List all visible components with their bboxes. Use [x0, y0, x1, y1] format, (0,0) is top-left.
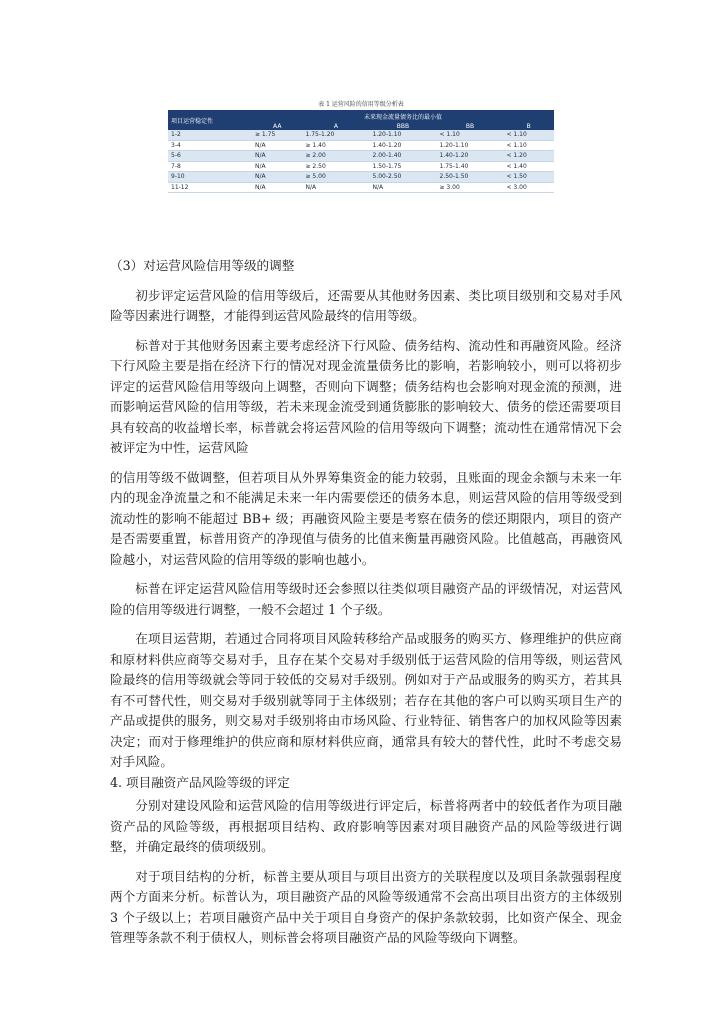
table-cell: 2.50-1.50 [436, 172, 503, 183]
table-cell: 1.40-1.20 [436, 151, 503, 162]
table-cell: N/A [252, 161, 302, 172]
table-cell: < 1.50 [503, 172, 554, 183]
table-row [168, 151, 554, 162]
column-header: B [503, 122, 554, 130]
table-cell: 2.00-1.40 [369, 151, 436, 162]
paragraph: 的信用等级不做调整，但若项目从外界筹集资金的能力较弱，且账面的现金余额与未来一年内的现金净流量之和不能满足未来一年内需要偿还的债务本息，则运营风险的信用等级受到流动性的影响不能超过 BB+ 级；再融资风险主要是考察在债务的偿还期限内，项目的资产是否需要重置，标普用资产的净现值与债务的比值来衡量再融资风险。比值越高，再融资风险越小，对运营风险的信用等级的影响也越小。 [110, 469, 622, 567]
table-cell: 1.75-1.20 [302, 130, 369, 140]
table-cell: 1.20-1.10 [436, 140, 503, 151]
table-cell: 7-8 [168, 161, 252, 172]
section-4-heading: 4. 项目融资产品风险等级的评定 [110, 774, 290, 790]
table-cell: N/A [369, 182, 436, 193]
table-cell: < 1.10 [503, 130, 554, 140]
table-title: 表 1 运营风险的信用等级分析表 [318, 101, 404, 108]
paragraph: 标普在评定运营风险信用等级时还会参照以往类似项目融资产品的评级情况，对运营风险的信用等级进行调整，一般不会超过 1 个子级。 [110, 581, 622, 617]
table-row [168, 182, 554, 193]
table-cell: 9-10 [168, 172, 252, 183]
paragraph: 初步评定运营风险的信用等级后，还需要从其他财务因素、类比项目级别和交易对手风险等因素进行调整，才能得到运营风险最终的信用等级。 [110, 287, 622, 323]
rating-table [168, 110, 554, 193]
column-header: AA [252, 122, 302, 130]
table-cell: ≥ 2.00 [302, 151, 369, 162]
paragraph: 对于项目结构的分析，标普主要从项目与项目出资方的关联程度以及项目条款强弱程度两个方面来分析。标普认为，项目融资产品的风险等级通常不会高出项目出资方的主体级别 3 个子级以上；若项目融资产品中关于项目自身资产的保护条款较弱，比如资产保全、现金管理等条款不利于债权人，则标普会将项目融资产品的风险等级向下调整。 [110, 868, 622, 945]
column-header: BBB [369, 122, 436, 130]
table-cell: N/A [252, 151, 302, 162]
row-header: 项目运营稳定性 [168, 110, 252, 130]
table-row [168, 140, 554, 151]
table-cell: ≥ 3.00 [436, 182, 503, 193]
table-row [168, 161, 554, 172]
table-cell: < 3.00 [503, 182, 554, 193]
document-body [110, 256, 622, 949]
table-cell: 5-6 [168, 151, 252, 162]
table-cell: N/A [252, 140, 302, 151]
table-cell: 3-4 [168, 140, 252, 151]
table-cell: N/A [302, 182, 369, 193]
table-cell: ≥ 5.00 [302, 172, 369, 183]
table-cell: 1-2 [168, 130, 252, 140]
section-3-heading: （3）对运营风险信用等级的调整 [110, 258, 295, 273]
table-cell: 5.00-2.50 [369, 172, 436, 183]
table-header-row [168, 110, 554, 122]
table-cell: 1.50-1.75 [369, 161, 436, 172]
table-cell: N/A [252, 182, 302, 193]
table-cell: 1.20-1.10 [369, 130, 436, 140]
table-cell: 11-12 [168, 182, 252, 193]
paragraph: 标普对于其他财务因素主要考虑经济下行风险、债务结构、流动性和再融资风险。经济下行风险主要是指在经济下行的情况对现金流量债务比的影响，若影响较小，则可以将初步评定的运营风险信用等级向上调整，否则向下调整；债务结构也会影响对现金流的预测，进而影响运营风险的信用等级，若未来现金流受到通货膨胀的影响较大、债务的偿还需要项目具有较高的收益增长率，标普就会将运营风险的信用等级向下调整；流动性在通常情况下会被评定为中性，运营风险 [110, 337, 622, 455]
paragraph: 分别对建设风险和运营风险的信用等级进行评定后，标普将两者中的较低者作为项目融资产品的风险等级，再根据项目结构、政府影响等因素对项目融资产品的风险等级进行调整，并确定最终的债项级别。 [110, 798, 622, 854]
rating-table-figure [168, 100, 554, 193]
column-header: A [302, 122, 369, 130]
table-cell: < 1.20 [503, 151, 554, 162]
group-header: 未来现金流量债务比的最小值 [252, 110, 554, 122]
table-row [168, 172, 554, 183]
table-cell: < 1.40 [503, 161, 554, 172]
table-cell: < 1.10 [436, 130, 503, 140]
table-cell: < 1.10 [503, 140, 554, 151]
table-row [168, 130, 554, 140]
column-header: BB [436, 122, 503, 130]
paragraph: 在项目运营期，若通过合同将项目风险转移给产品或服务的购买方、修理维护的供应商和原材料供应商等交易对手，且存在某个交易对手级别低于运营风险的信用等级，则运营风险最终的信用等级就会等同于较低的交易对手级别。例如对于产品或服务的购买方，若其具有不可替代性，则交易对手级别就等同于主体级别；若存在其他的客户可以购买项目生产的产品或提供的服务，则交易对手级别将由市场风险、行业特征、销售客户的加权风险等因素决定；而对于修理维护的供应商和原材料供应商，通常具有较大的替代性，此时不考虑交易对手风险。 [110, 631, 622, 769]
table-cell: ≥ 1.75 [252, 130, 302, 140]
table-cell: N/A [252, 172, 302, 183]
table-cell: 1.75-1.40 [436, 161, 503, 172]
table-cell: ≥ 1.40 [302, 140, 369, 151]
table-cell: 1.40-1.20 [369, 140, 436, 151]
table-cell: ≥ 2.50 [302, 161, 369, 172]
